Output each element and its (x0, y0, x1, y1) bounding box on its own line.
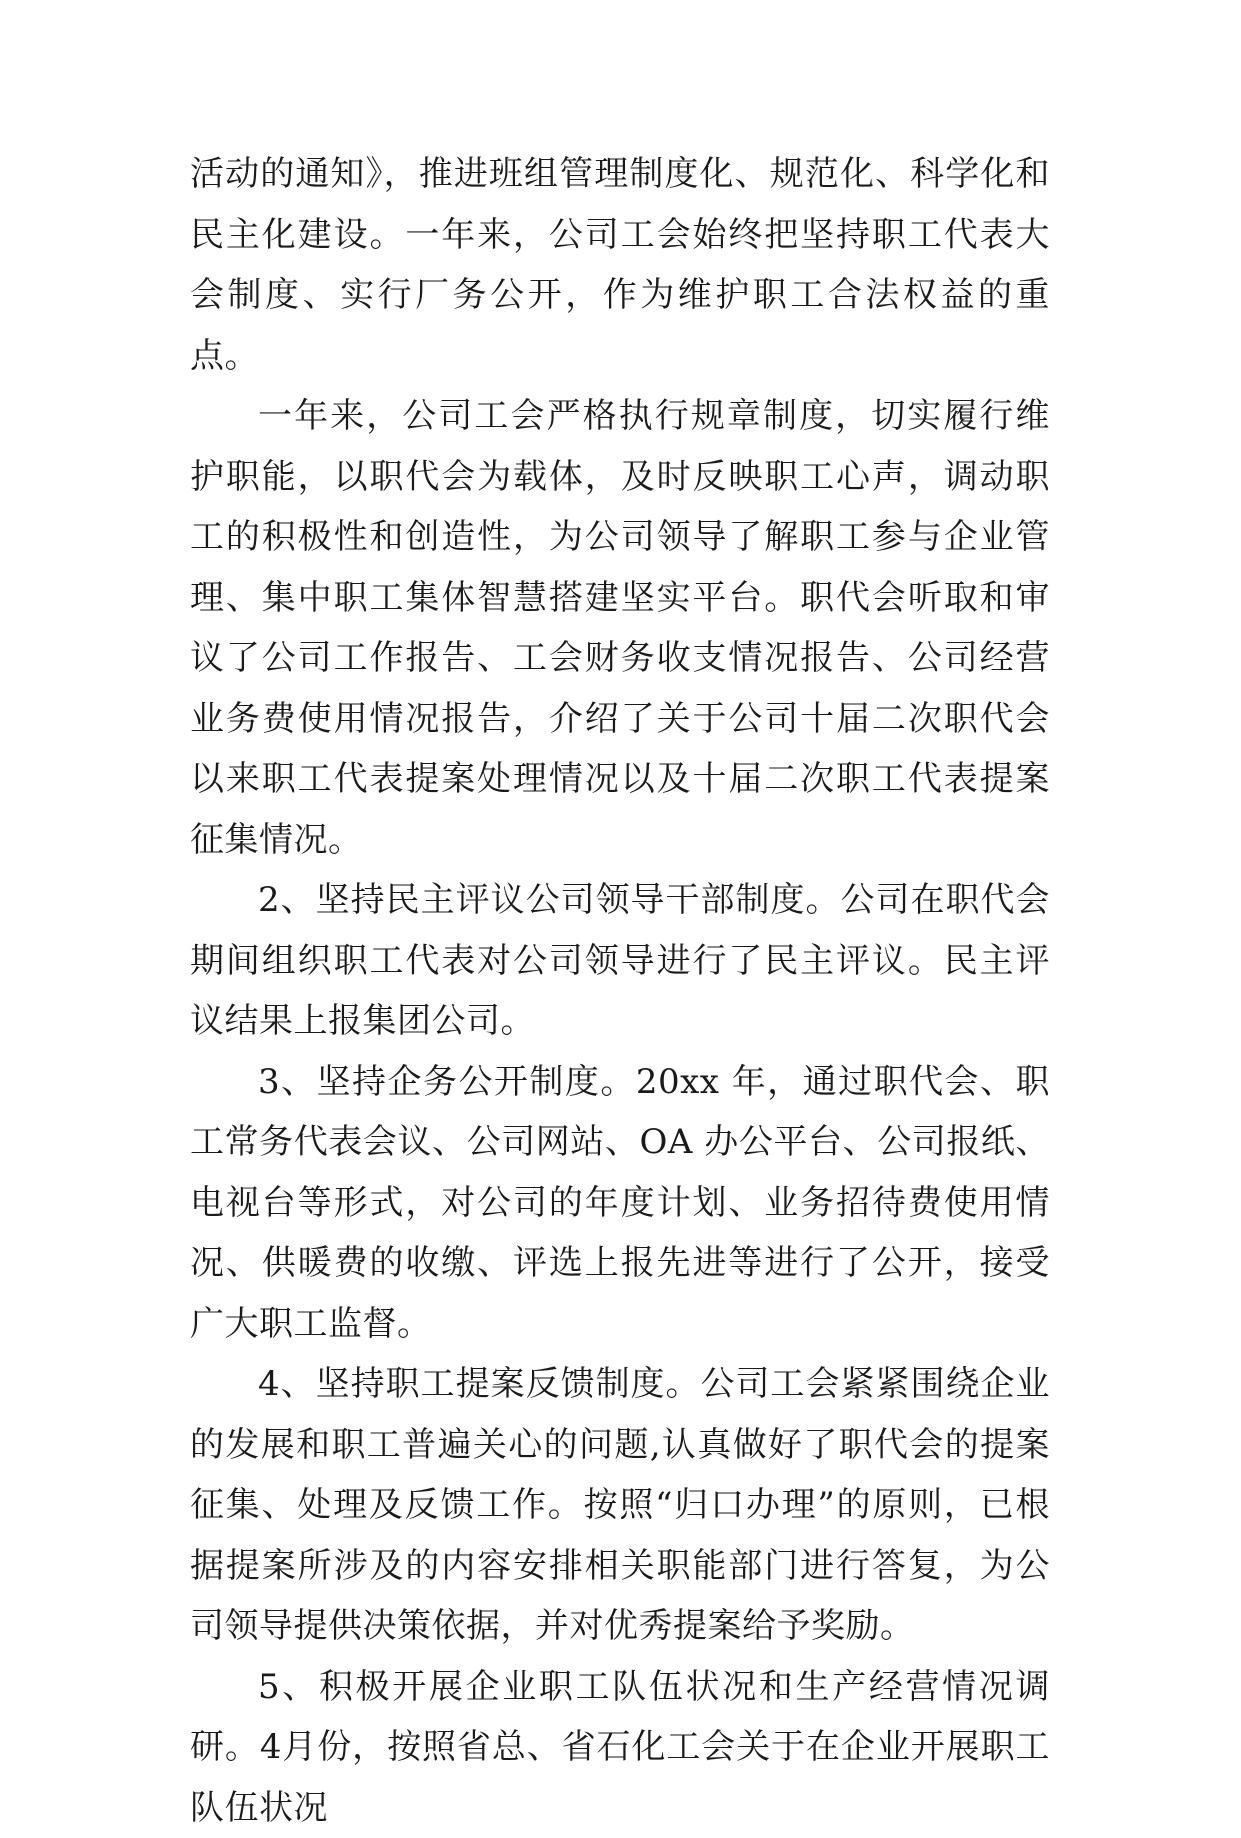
paragraph: 3、坚持企务公开制度。20xx 年，通过职代会、职工常务代表会议、公司网站、OA 办公平台、公司报纸、电视台等形式，对公司的年度计划、业务招待费使用情况、供暖费的收缴、评选上报先进等进行了公开，接受广大职工监督。 (190, 1052, 1050, 1355)
document-body (190, 144, 1050, 1838)
paragraph: 5、积极开展企业职工队伍状况和生产经营情况调研。4月份，按照省总、省石化工会关于在企业开展职工队伍状况 (190, 1657, 1050, 1838)
paragraph: 4、坚持职工提案反馈制度。公司工会紧紧围绕企业的发展和职工普遍关心的问题,认真做好了职代会的提案征集、处理及反馈工作。按照“归口办理”的原则，已根据提案所涉及的内容安排相关职能部门进行答复，为公司领导提供决策依据，并对优秀提案给予奖励。 (190, 1354, 1050, 1657)
paragraph: 活动的通知》，推进班组管理制度化、规范化、科学化和民主化建设。一年来，公司工会始终把坚持职工代表大会制度、实行厂务公开，作为维护职工合法权益的重点。 (190, 144, 1050, 386)
paragraph: 2、坚持民主评议公司领导干部制度。公司在职代会期间组织职工代表对公司领导进行了民主评议。民主评议结果上报集团公司。 (190, 870, 1050, 1052)
paragraph: 一年来，公司工会严格执行规章制度，切实履行维护职能，以职代会为载体，及时反映职工心声，调动职工的积极性和创造性，为公司领导了解职工参与企业管理、集中职工集体智慧搭建坚实平台。职代会听取和审议了公司工作报告、工会财务收支情况报告、公司经营业务费使用情况报告，介绍了关于公司十届二次职代会以来职工代表提案处理情况以及十届二次职工代表提案征集情况。 (190, 386, 1050, 870)
